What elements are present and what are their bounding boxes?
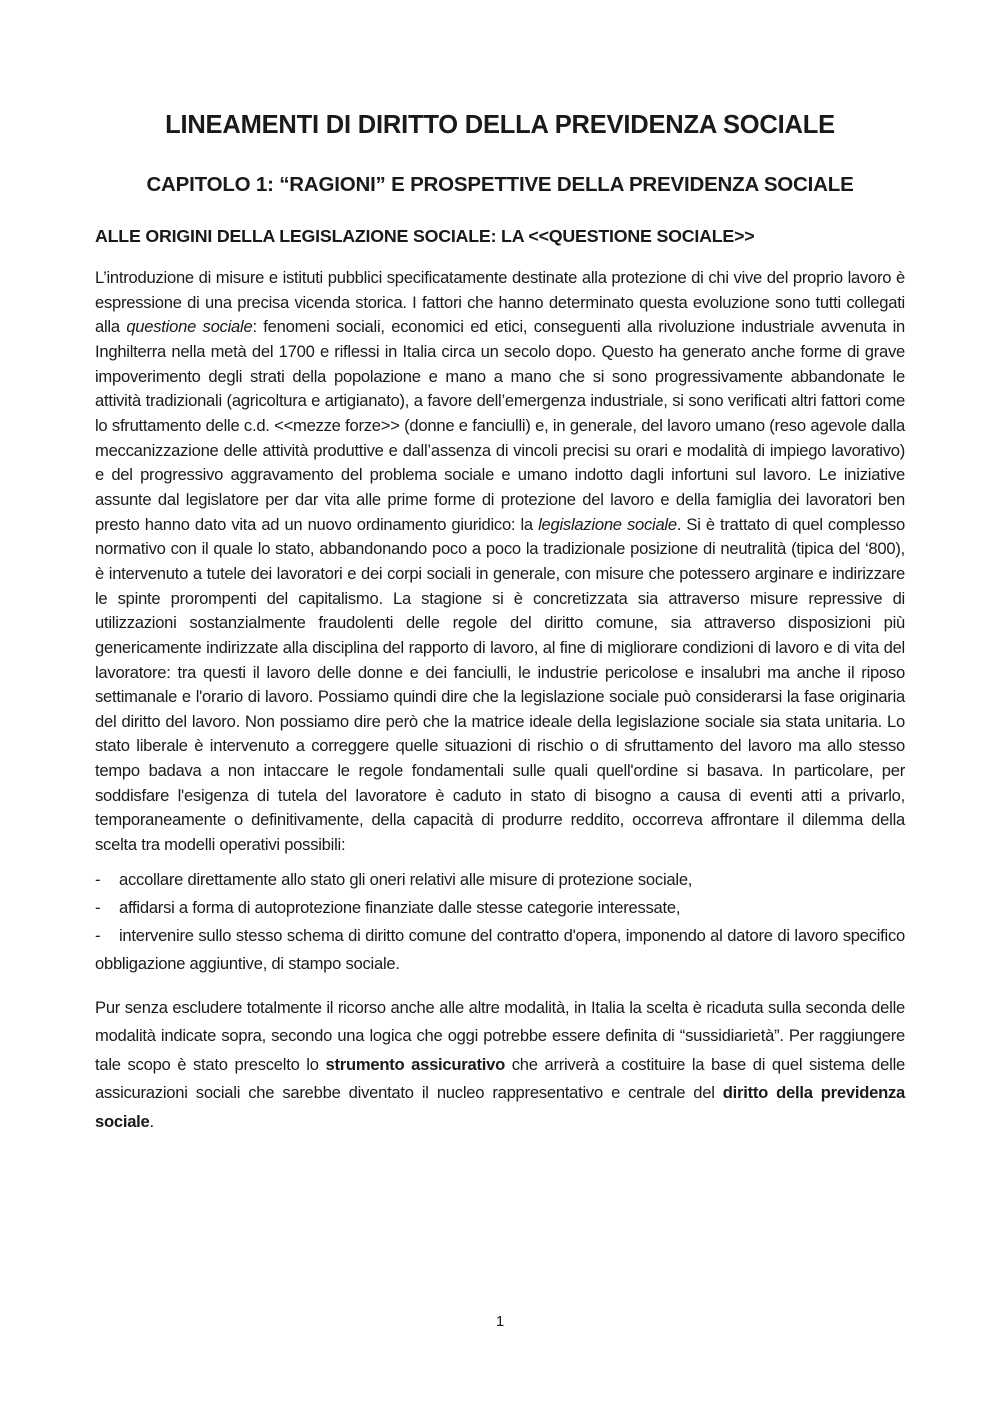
section-heading: ALLE ORIGINI DELLA LEGISLAZIONE SOCIALE: LA <<QUESTIONE SOCIALE>> [95, 226, 755, 246]
chapter-heading: CAPITOLO 1: “RAGIONI” E PROSPETTIVE DELLA PREVIDENZA SOCIALE [146, 173, 854, 196]
list-item [95, 894, 905, 922]
paragraph-text: Pur senza escludere totalmente il ricorso anche alle altre modalità, in Italia la scelta è ricaduta sulla seconda delle modalità indicate sopra, secondo una logica che oggi potrebbe essere definita di “sussidiarietà”. Per raggiungere tale scopo è stato prescelto lo [95, 997, 905, 1074]
list-item [95, 866, 905, 894]
dash-bullet: - [95, 897, 101, 917]
dash-bullet: - [95, 925, 101, 945]
bold-term-diritto-previdenza: diritto della previdenza sociale [95, 1083, 905, 1131]
italic-term-questione-sociale: questione sociale [126, 317, 253, 337]
list-item-text: intervenire sullo stesso schema di diritto comune del contratto d'opera, imponendo al datore di lavoro specifico obbligazione aggiuntive, di stampo sociale. [95, 925, 905, 973]
paragraph-text: L’introduzione di misure e istituti pubblici specificatamente destinate alla protezione di chi vive del proprio lavoro è espressione di una precisa vicenda storica. I fattori che hanno determinato questa evoluzione sono tutti collegati alla [95, 268, 905, 337]
page-content [95, 106, 905, 1136]
paragraph-origins [95, 266, 905, 858]
paragraph-text: : fenomeni sociali, economici ed etici, conseguenti alla rivoluzione industriale avvenuta in Inghilterra nella metà del 1700 e riflessi in Italia circa un secolo dopo. Questo ha generato anche forme di grave impoverimento degli strati della popolazione e mano a mano che si sono progressivamente abbandonate le attività tradizionali (agricoltura e artigianato), a favore dell’emergenza industriale, si sono verificati altri fattori come lo sfruttamento delle c.d. <<mezze forze>> (donne e fanciulli) e, in generale, del lavoro umano (reso agevole dalla meccanizzazione delle attività produttive e dall’assenza di vincoli precisi su orari e modalità di impiego lavorativo) e del progressivo aggravamento del problema sociale e umano indotto dagli infortuni sul lavoro. Le iniziative assunte dal legislatore per dar vita alle prime forme di protezione del lavoro e della famiglia dei lavoratori ben presto hanno dato vita ad un nuovo ordinamento giuridico: la [95, 317, 905, 534]
bold-term-strumento-assicurativo: strumento assicurativo [325, 1054, 505, 1074]
page-number: 1 [495, 1313, 505, 1330]
paragraph-text: . [149, 1111, 154, 1131]
document-title: LINEAMENTI DI DIRITTO DELLA PREVIDENZA SOCIALE [165, 111, 835, 139]
paragraph-text: . Si è trattato di quel complesso normativo con il quale lo stato, abbandonando poco a poco la tradizionale posizione di neutralità (tipica del ‘800), è intervenuto a tutele dei lavoratori e dei corpi sociali in generale, con misure che potessero arginare e indirizzare le spinte prorompenti del capitalismo. La stagione si è concretizzata sia attraverso misure repressive di utilizzazioni sostanzialmente fraudolenti delle regole del diritto comune, sia attraverso disposizioni più genericamente indirizzate alla disciplina del rapporto di lavoro, al fine di migliorare condizioni di lavoro e di vita del lavoratore: tra questi il lavoro delle donne e dei fanciulli, le industrie pericolose e insalubri ma anche il riposo settimanale e l'orario di lavoro. Possiamo quindi dire che la legislazione sociale può considerarsi la fase originaria del diritto del lavoro. Non possiamo dire però che la matrice ideale della legislazione sociale sia stata unitaria. Lo stato liberale è intervenuto a correggere quelle situazioni di rischio o di sfruttamento del lavoro ma allo stesso tempo badava a non intaccare le regole fondamentali sulle quali quell'ordine si basava. In particolare, per soddisfare l'esigenza di tutela del lavoratore è caduto in stato di bisogno a causa di eventi atti a privarlo, temporaneamente o definitivamente, della capacità di produrre reddito, occorreva affrontare il dilemma della scelta tra modelli operativi possibili: [95, 514, 905, 855]
italic-term-legislazione-sociale: legislazione sociale [538, 514, 677, 534]
options-list [95, 866, 905, 978]
list-item-text: accollare direttamente allo stato gli oneri relativi alle misure di protezione sociale, [119, 869, 693, 889]
list-item-text: affidarsi a forma di autoprotezione finanziate dalle stesse categorie interessate, [119, 897, 681, 917]
list-item [95, 922, 905, 978]
paragraph-subsidiarity [95, 994, 905, 1137]
dash-bullet: - [95, 869, 101, 889]
paragraph-text: che arriverà a costituire la base di quel sistema delle assicurazioni sociali che sarebbe diventato il nucleo rappresentativo e centrale del [95, 1054, 905, 1103]
